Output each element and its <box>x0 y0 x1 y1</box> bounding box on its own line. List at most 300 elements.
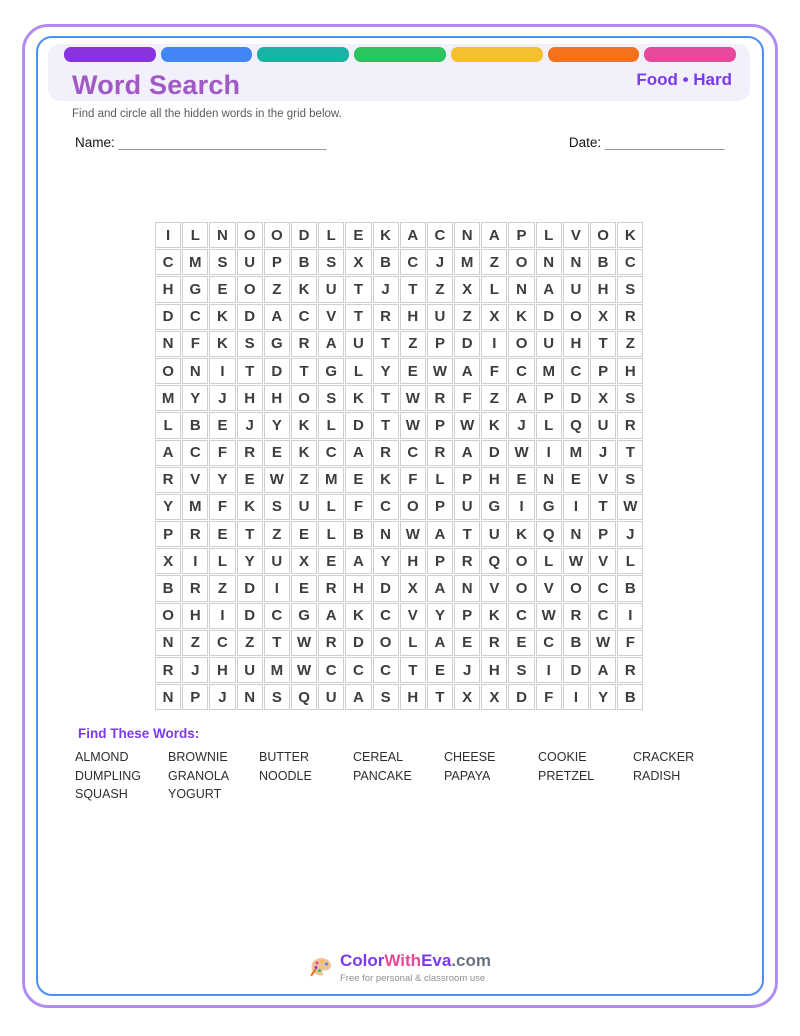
grid-cell: D <box>508 684 534 710</box>
grid-cell: P <box>155 521 181 547</box>
name-date-row <box>75 135 725 150</box>
grid-cell: O <box>237 222 263 248</box>
grid-cell: R <box>373 440 399 466</box>
grid-cell: K <box>508 521 534 547</box>
grid-cell: C <box>590 575 616 601</box>
grid-cell: N <box>563 249 589 275</box>
grid-cell: A <box>318 603 344 629</box>
grid-cell: D <box>237 304 263 330</box>
grid-cell: C <box>291 304 317 330</box>
grid-cell: L <box>481 276 507 302</box>
grid-cell: Y <box>209 467 235 493</box>
grid-cell: L <box>536 412 562 438</box>
grid-cell: Z <box>400 331 426 357</box>
grid-cell: A <box>345 684 371 710</box>
grid-cell: D <box>454 331 480 357</box>
grid-cell: Q <box>563 412 589 438</box>
grid-cell: H <box>481 467 507 493</box>
grid-cell: X <box>590 385 616 411</box>
grid-cell: Z <box>481 249 507 275</box>
grid-cell: S <box>209 249 235 275</box>
grid-cell: M <box>155 385 181 411</box>
grid-cell: D <box>536 304 562 330</box>
grid-cell: R <box>427 385 453 411</box>
grid-cell: H <box>617 358 643 384</box>
grid-cell: S <box>617 276 643 302</box>
grid-cell: A <box>400 222 426 248</box>
grid-cell: X <box>481 684 507 710</box>
grid-cell: J <box>209 385 235 411</box>
grid-cell: V <box>182 467 208 493</box>
grid-cell: C <box>318 657 344 683</box>
grid-cell: D <box>373 575 399 601</box>
word-item: YOGURT <box>168 787 222 801</box>
grid-cell: L <box>427 467 453 493</box>
grid-cell: H <box>400 684 426 710</box>
grid-cell: V <box>590 467 616 493</box>
word-item: PANCAKE <box>353 768 412 783</box>
grid-cell: C <box>209 630 235 656</box>
word-search-grid <box>155 222 643 710</box>
grid-cell: Z <box>264 521 290 547</box>
word-item: BROWNIE <box>168 750 228 764</box>
grid-cell: P <box>590 521 616 547</box>
grid-cell: I <box>563 494 589 520</box>
grid-cell: B <box>590 249 616 275</box>
grid-cell: R <box>481 630 507 656</box>
grid-cell: S <box>617 385 643 411</box>
grid-cell: I <box>617 603 643 629</box>
grid-cell: B <box>617 684 643 710</box>
grid-cell: N <box>536 467 562 493</box>
grid-cell: C <box>373 494 399 520</box>
name-field <box>75 135 327 150</box>
grid-cell: G <box>318 358 344 384</box>
grid-cell: D <box>237 603 263 629</box>
grid-cell: B <box>617 575 643 601</box>
grid-cell: I <box>508 494 534 520</box>
grid-cell: R <box>155 657 181 683</box>
grid-cell: U <box>427 304 453 330</box>
date-label: Date: <box>568 135 602 150</box>
grid-cell: J <box>237 412 263 438</box>
grid-cell: I <box>209 358 235 384</box>
grid-cell: S <box>373 684 399 710</box>
grid-cell: K <box>291 412 317 438</box>
grid-cell: P <box>454 467 480 493</box>
word-item: PAPAYA <box>444 768 491 783</box>
brand-part-com: .com <box>451 951 491 970</box>
grid-cell: O <box>155 603 181 629</box>
grid-cell: A <box>345 440 371 466</box>
word-item: CRACKER <box>633 750 695 764</box>
grid-cell: W <box>590 630 616 656</box>
grid-cell: E <box>427 657 453 683</box>
grid-cell: K <box>209 331 235 357</box>
grid-cell: T <box>237 358 263 384</box>
grid-cell: K <box>481 412 507 438</box>
grid-cell: H <box>264 385 290 411</box>
grid-cell: N <box>454 575 480 601</box>
grid-cell: S <box>617 467 643 493</box>
grid-cell: W <box>264 467 290 493</box>
grid-cell: U <box>291 494 317 520</box>
grid-cell: E <box>264 440 290 466</box>
grid-cell: X <box>291 548 317 574</box>
grid-cell: N <box>536 249 562 275</box>
grid-cell: P <box>427 548 453 574</box>
grid-cell: W <box>291 630 317 656</box>
grid-cell: H <box>563 331 589 357</box>
date-field <box>569 135 725 150</box>
grid-cell: W <box>508 440 534 466</box>
grid-cell: Z <box>264 276 290 302</box>
grid-cell: P <box>264 249 290 275</box>
brand-part-with: With <box>384 951 422 970</box>
grid-cell: Y <box>373 358 399 384</box>
grid-cell: H <box>481 657 507 683</box>
grid-cell: N <box>209 222 235 248</box>
grid-cell: T <box>264 630 290 656</box>
grid-cell: Z <box>427 276 453 302</box>
grid-cell: G <box>536 494 562 520</box>
grid-cell: L <box>155 412 181 438</box>
grid-cell: H <box>400 304 426 330</box>
grid-cell: D <box>345 630 371 656</box>
grid-cell: A <box>590 657 616 683</box>
grid-cell: K <box>345 385 371 411</box>
grid-cell: U <box>345 331 371 357</box>
grid-cell: T <box>400 657 426 683</box>
instructions-text: Find and circle all the hidden words in the grid below. <box>72 108 342 120</box>
category-difficulty-badge: Food • Hard <box>636 70 732 89</box>
grid-cell: Q <box>291 684 317 710</box>
grid-cell: P <box>427 494 453 520</box>
grid-cell: T <box>400 276 426 302</box>
grid-cell: N <box>508 276 534 302</box>
grid-cell: R <box>237 440 263 466</box>
grid-cell: A <box>427 575 453 601</box>
grid-cell: U <box>237 249 263 275</box>
grid-cell: N <box>155 630 181 656</box>
grid-cell: X <box>481 304 507 330</box>
grid-cell: O <box>563 304 589 330</box>
grid-cell: T <box>373 331 399 357</box>
grid-cell: A <box>508 385 534 411</box>
grid-cell: C <box>345 657 371 683</box>
grid-cell: V <box>590 548 616 574</box>
grid-cell: Y <box>590 684 616 710</box>
grid-cell: G <box>264 331 290 357</box>
grid-cell: U <box>563 276 589 302</box>
grid-cell: O <box>155 358 181 384</box>
word-list <box>75 750 735 806</box>
grid-cell: R <box>318 630 344 656</box>
grid-cell: O <box>508 331 534 357</box>
grid-cell: O <box>400 494 426 520</box>
grid-cell: P <box>427 412 453 438</box>
grid-cell: F <box>400 467 426 493</box>
grid-cell: V <box>536 575 562 601</box>
grid-cell: L <box>209 548 235 574</box>
grid-cell: L <box>536 222 562 248</box>
grid-cell: R <box>617 657 643 683</box>
grid-cell: P <box>508 222 534 248</box>
grid-cell: E <box>209 521 235 547</box>
grid-cell: I <box>182 548 208 574</box>
grid-cell: J <box>617 521 643 547</box>
grid-cell: E <box>508 630 534 656</box>
grid-cell: S <box>318 385 344 411</box>
grid-cell: E <box>209 412 235 438</box>
grid-cell: H <box>155 276 181 302</box>
grid-cell: L <box>617 548 643 574</box>
grid-cell: E <box>291 575 317 601</box>
grid-cell: G <box>182 276 208 302</box>
grid-cell: P <box>454 603 480 629</box>
grid-cell: N <box>454 222 480 248</box>
grid-cell: P <box>427 331 453 357</box>
grid-cell: E <box>345 467 371 493</box>
grid-cell: J <box>454 657 480 683</box>
grid-cell: Z <box>237 630 263 656</box>
grid-cell: W <box>427 358 453 384</box>
grid-cell: D <box>481 440 507 466</box>
grid-cell: H <box>237 385 263 411</box>
grid-cell: A <box>155 440 181 466</box>
grid-cell: A <box>481 222 507 248</box>
word-item: PRETZEL <box>538 768 595 783</box>
grid-cell: U <box>237 657 263 683</box>
grid-cell: E <box>345 222 371 248</box>
grid-cell: V <box>400 603 426 629</box>
color-bar-segment <box>257 47 349 62</box>
grid-cell: L <box>318 222 344 248</box>
grid-cell: R <box>182 521 208 547</box>
grid-cell: W <box>400 385 426 411</box>
grid-cell: E <box>291 521 317 547</box>
grid-cell: Z <box>481 385 507 411</box>
grid-cell: D <box>264 358 290 384</box>
grid-cell: A <box>427 630 453 656</box>
grid-cell: J <box>590 440 616 466</box>
grid-cell: N <box>155 684 181 710</box>
grid-cell: B <box>155 575 181 601</box>
grid-cell: I <box>563 684 589 710</box>
grid-cell: O <box>508 575 534 601</box>
grid-cell: S <box>508 657 534 683</box>
footer-tagline: Free for personal & classroom use <box>340 972 486 984</box>
grid-cell: T <box>345 276 371 302</box>
grid-cell: J <box>427 249 453 275</box>
grid-cell: Z <box>617 331 643 357</box>
grid-cell: Q <box>536 521 562 547</box>
word-item: NOODLE <box>259 768 312 783</box>
grid-cell: N <box>155 331 181 357</box>
grid-cell: C <box>264 603 290 629</box>
grid-cell: G <box>481 494 507 520</box>
brand-part-color: Color <box>340 951 385 970</box>
grid-cell: C <box>400 249 426 275</box>
grid-cell: Y <box>182 385 208 411</box>
word-item: SQUASH <box>75 787 128 801</box>
grid-cell: T <box>373 412 399 438</box>
grid-cell: T <box>454 521 480 547</box>
grid-cell: F <box>536 684 562 710</box>
grid-cell: E <box>563 467 589 493</box>
grid-cell: D <box>563 385 589 411</box>
grid-cell: F <box>209 440 235 466</box>
color-bar-segment <box>64 47 156 62</box>
name-blank-line: __________________________ <box>118 135 327 150</box>
grid-cell: F <box>345 494 371 520</box>
grid-cell: R <box>563 603 589 629</box>
word-item: CHEESE <box>444 750 496 764</box>
grid-cell: L <box>318 412 344 438</box>
grid-cell: W <box>400 521 426 547</box>
grid-cell: T <box>237 521 263 547</box>
grid-cell: C <box>373 603 399 629</box>
grid-cell: U <box>590 412 616 438</box>
name-label: Name: <box>75 135 115 150</box>
grid-cell: C <box>590 603 616 629</box>
grid-cell: F <box>617 630 643 656</box>
grid-cell: R <box>454 548 480 574</box>
grid-cell: O <box>563 575 589 601</box>
grid-cell: M <box>318 467 344 493</box>
grid-cell: R <box>155 467 181 493</box>
grid-cell: C <box>318 440 344 466</box>
grid-cell: Y <box>155 494 181 520</box>
grid-cell: T <box>427 684 453 710</box>
grid-cell: D <box>563 657 589 683</box>
grid-cell: D <box>291 222 317 248</box>
grid-cell: H <box>345 575 371 601</box>
grid-cell: R <box>617 304 643 330</box>
grid-cell: I <box>264 575 290 601</box>
grid-cell: J <box>182 657 208 683</box>
grid-cell: D <box>237 575 263 601</box>
grid-cell: E <box>209 276 235 302</box>
color-bar-segment <box>354 47 446 62</box>
grid-cell: B <box>345 521 371 547</box>
grid-cell: R <box>373 304 399 330</box>
grid-cell: S <box>264 494 290 520</box>
footer <box>0 952 800 984</box>
grid-cell: P <box>590 358 616 384</box>
grid-cell: M <box>563 440 589 466</box>
grid-cell: X <box>590 304 616 330</box>
grid-cell: R <box>182 575 208 601</box>
grid-cell: H <box>209 657 235 683</box>
grid-cell: Q <box>481 548 507 574</box>
word-item: DUMPLING <box>75 768 141 783</box>
grid-cell: E <box>454 630 480 656</box>
grid-cell: I <box>536 657 562 683</box>
word-item: BUTTER <box>259 750 309 764</box>
grid-cell: V <box>563 222 589 248</box>
word-item: RADISH <box>633 768 681 783</box>
grid-cell: A <box>318 331 344 357</box>
grid-cell: E <box>508 467 534 493</box>
word-list-heading: Find These Words: <box>78 726 200 741</box>
grid-cell: N <box>182 358 208 384</box>
grid-cell: M <box>182 249 208 275</box>
grid-cell: C <box>508 358 534 384</box>
grid-cell: U <box>318 684 344 710</box>
grid-cell: K <box>481 603 507 629</box>
grid-cell: H <box>400 548 426 574</box>
grid-cell: U <box>481 521 507 547</box>
grid-cell: B <box>563 630 589 656</box>
color-bar-segment <box>451 47 543 62</box>
grid-cell: K <box>373 222 399 248</box>
grid-cell: R <box>291 331 317 357</box>
grid-cell: B <box>182 412 208 438</box>
grid-cell: G <box>291 603 317 629</box>
grid-cell: J <box>508 412 534 438</box>
grid-cell: V <box>481 575 507 601</box>
grid-cell: O <box>508 249 534 275</box>
grid-cell: K <box>345 603 371 629</box>
grid-cell: C <box>563 358 589 384</box>
grid-cell: J <box>373 276 399 302</box>
grid-cell: K <box>291 440 317 466</box>
grid-cell: C <box>617 249 643 275</box>
grid-cell: N <box>237 684 263 710</box>
grid-cell: X <box>400 575 426 601</box>
grid-cell: T <box>373 385 399 411</box>
grid-cell: L <box>345 358 371 384</box>
grid-cell: U <box>264 548 290 574</box>
grid-cell: T <box>617 440 643 466</box>
grid-cell: K <box>209 304 235 330</box>
grid-cell: A <box>454 358 480 384</box>
grid-cell: A <box>454 440 480 466</box>
grid-cell: Y <box>373 548 399 574</box>
grid-cell: A <box>427 521 453 547</box>
grid-cell: U <box>536 331 562 357</box>
grid-cell: C <box>373 657 399 683</box>
page-title: Word Search <box>72 70 241 100</box>
brand-part-eva: Eva <box>421 951 452 970</box>
color-bar-segment <box>161 47 253 62</box>
grid-cell: F <box>182 331 208 357</box>
grid-cell: K <box>291 276 317 302</box>
grid-cell: A <box>536 276 562 302</box>
grid-cell: F <box>454 385 480 411</box>
word-item: ALMOND <box>75 750 129 764</box>
grid-cell: P <box>536 385 562 411</box>
grid-cell: N <box>373 521 399 547</box>
grid-cell: T <box>590 494 616 520</box>
grid-cell: A <box>264 304 290 330</box>
grid-cell: Y <box>237 548 263 574</box>
grid-cell: R <box>617 412 643 438</box>
grid-cell: W <box>400 412 426 438</box>
grid-cell: K <box>508 304 534 330</box>
grid-cell: F <box>209 494 235 520</box>
grid-cell: P <box>182 684 208 710</box>
grid-cell: H <box>182 603 208 629</box>
grid-cell: O <box>237 276 263 302</box>
grid-cell: X <box>345 249 371 275</box>
grid-cell: C <box>427 222 453 248</box>
header-panel <box>48 44 750 101</box>
grid-cell: R <box>427 440 453 466</box>
grid-cell: X <box>454 684 480 710</box>
word-item: COOKIE <box>538 750 587 764</box>
